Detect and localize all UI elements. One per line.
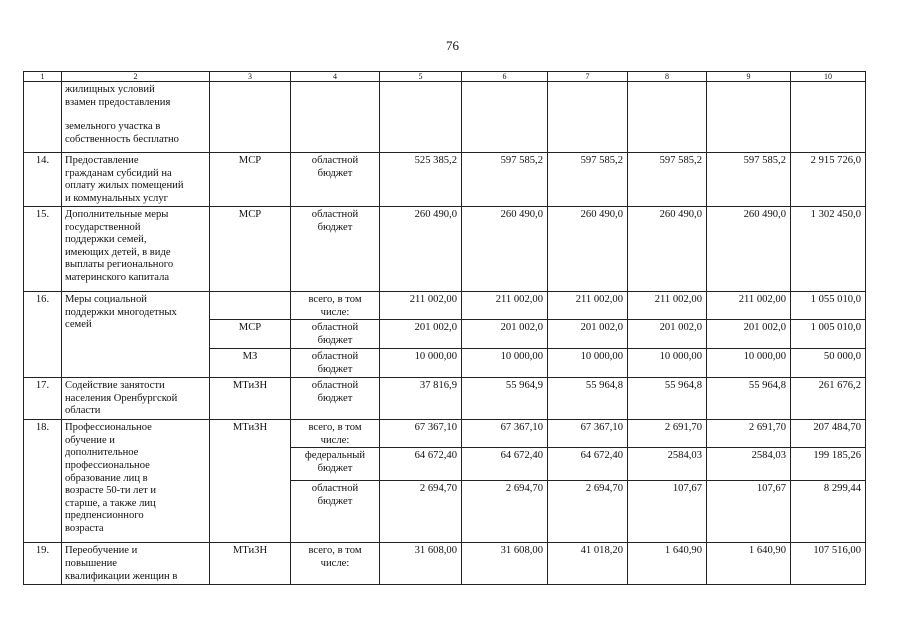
name-line: взамен предоставления [65,96,171,108]
table-row-continuation [24,82,866,153]
executor-cell [210,292,291,320]
value-cell: 10 000,00 [380,349,462,378]
value-cell: 2 694,70 [462,481,548,543]
measure-name-cell [62,292,210,378]
name-line: поддержки многодетных [65,306,177,318]
table-row-14 [24,153,866,207]
value-cell: 67 367,10 [462,420,548,448]
name-line: государственной [65,221,141,233]
value-cell: 64 672,40 [462,448,548,481]
value-cell: 55 964,8 [548,378,628,420]
total-cell: 50 000,0 [791,349,866,378]
name-line: предпенсионного [65,510,144,522]
page-number: 76 [446,38,459,53]
funding-source-cell [291,378,380,420]
source-line: областной [311,483,359,495]
source-line: бюджет [317,363,353,375]
total-cell: 199 185,26 [791,448,866,481]
name-line: профессиональное [65,459,150,471]
value-cell: 67 367,10 [380,420,462,448]
funding-source-cell [291,543,380,585]
header-cell: 10 [791,72,866,82]
value-cell: 55 964,9 [462,378,548,420]
name-line: земельного участка в [65,121,161,133]
value-cell: 10 000,00 [462,349,548,378]
header-cell: 2 [62,72,210,82]
measure-name-cell [62,420,210,543]
funding-source-cell [291,481,380,543]
executor-cell: МТиЗН [210,543,291,585]
value-cell: 10 000,00 [548,349,628,378]
table-row-15 [24,207,866,292]
value-cell: 201 002,0 [462,320,548,349]
source-line: всего, в том [308,422,362,434]
value-cell: 67 367,10 [548,420,628,448]
name-line: собственность бесплатно [65,133,179,145]
source-line: всего, в том [308,294,362,305]
executor-cell: МЗ [210,349,291,378]
name-line: возрасте 50-ти лет и [65,485,157,497]
value-cell: 2584,03 [628,448,707,481]
source-line: областной [311,209,359,220]
value-cell: 31 608,00 [380,543,462,585]
source-line: числе: [320,434,350,446]
total-cell: 8 299,44 [791,481,866,543]
source-line: числе: [320,306,350,318]
name-line: выплаты регионального [65,259,174,271]
funding-source-cell [291,420,380,448]
value-cell: 1 640,90 [707,543,791,585]
value-cell: 201 002,0 [628,320,707,349]
funding-source-cell [291,292,380,320]
row-number: 14. [24,153,62,207]
source-line: бюджет [317,167,353,179]
source-line: бюджет [317,334,353,346]
value-cell: 1 640,90 [628,543,707,585]
total-cell: 1 302 450,0 [791,207,866,292]
value-cell: 525 385,2 [380,153,462,207]
name-line: повышение [65,557,117,569]
measure-name-cell [62,543,210,585]
total-cell: 107 516,00 [791,543,866,585]
value-cell: 211 002,00 [380,292,462,320]
total-cell: 1 005 010,0 [791,320,866,349]
value-cell: 201 002,0 [548,320,628,349]
name-line: поддержки семей, [65,234,147,246]
header-cell: 7 [548,72,628,82]
measure-name-cell [62,378,210,420]
header-cell: 3 [210,72,291,82]
value-cell: 10 000,00 [707,349,791,378]
value-cell: 201 002,0 [380,320,462,349]
name-line: образование лиц в [65,472,148,484]
header-cell: 5 [380,72,462,82]
executor-cell: МСР [210,207,291,292]
source-line: областной [311,351,359,363]
name-line: старше, а также лиц [65,497,156,509]
row-number: 15. [24,207,62,292]
value-cell: 2 694,70 [548,481,628,543]
measure-name-cell [62,82,210,153]
name-line: Предоставление [65,155,139,166]
total-cell: 207 484,70 [791,420,866,448]
name-line: Дополнительные меры [65,209,169,220]
value-cell: 597 585,2 [628,153,707,207]
name-line: имеющих детей, в виде [65,246,171,258]
name-line: возраста [65,522,104,534]
name-line: области [65,405,101,417]
source-line: бюджет [317,462,353,474]
value-cell: 597 585,2 [462,153,548,207]
source-line: бюджет [317,392,353,404]
header-cell: 9 [707,72,791,82]
name-line: материнского капитала [65,271,170,283]
header-cell: 1 [24,72,62,82]
value-cell: 2 691,70 [628,420,707,448]
table-row-17 [24,378,866,420]
value-cell: 211 002,00 [628,292,707,320]
value-cell: 55 964,8 [707,378,791,420]
value-cell: 260 490,0 [380,207,462,292]
name-line: гражданам субсидий на [65,167,172,179]
value-cell: 2 694,70 [380,481,462,543]
row-number: 18. [24,420,62,543]
source-line: областной [311,322,359,334]
executor-cell: МСР [210,153,291,207]
name-line: оплату жилых помещений [65,180,184,192]
name-line: населения Оренбургской [65,392,178,404]
executor-cell: МТиЗН [210,420,291,543]
table-row-16 [24,292,866,320]
value-cell: 260 490,0 [707,207,791,292]
name-line: Профессиональное [65,422,152,434]
measure-name-cell [62,153,210,207]
value-cell: 597 585,2 [548,153,628,207]
funding-source-cell [291,349,380,378]
header-row [24,72,866,82]
row-number: 16. [24,292,62,378]
source-line: областной [311,155,359,166]
value-cell: 10 000,00 [628,349,707,378]
table-row-19 [24,543,866,585]
value-cell: 107,67 [628,481,707,543]
name-line: обучение и [65,434,115,446]
total-cell: 261 676,2 [791,378,866,420]
funding-source-cell [291,320,380,349]
header-cell: 4 [291,72,380,82]
value-cell: 2 691,70 [707,420,791,448]
executor-cell: МТиЗН [210,378,291,420]
value-cell: 597 585,2 [707,153,791,207]
source-line: всего, в том [308,545,362,557]
value-cell: 211 002,00 [548,292,628,320]
funding-source-cell [291,207,380,292]
budget-table [23,71,866,585]
source-line: бюджет [317,495,353,507]
value-cell: 260 490,0 [462,207,548,292]
value-cell: 260 490,0 [548,207,628,292]
value-cell: 211 002,00 [462,292,548,320]
value-cell: 31 608,00 [462,543,548,585]
source-line: федеральный [304,450,366,462]
measure-name-cell [62,207,210,292]
value-cell: 107,67 [707,481,791,543]
name-line: Меры социальной [65,294,147,305]
name-line: жилищных условий [65,84,155,95]
executor-cell: МСР [210,320,291,349]
row-number: 19. [24,543,62,585]
value-cell: 64 672,40 [548,448,628,481]
funding-source-cell [291,448,380,481]
value-cell: 201 002,0 [707,320,791,349]
funding-source-cell [291,153,380,207]
row-number: 17. [24,378,62,420]
value-cell: 64 672,40 [380,448,462,481]
source-line: числе: [320,557,350,569]
total-cell: 2 915 726,0 [791,153,866,207]
name-line: квалификации женщин в [65,570,178,582]
name-line: дополнительное [65,447,139,459]
header-cell: 8 [628,72,707,82]
value-cell: 211 002,00 [707,292,791,320]
source-line: областной [311,380,359,392]
source-line: бюджет [317,221,353,233]
value-cell: 37 816,9 [380,378,462,420]
value-cell: 41 018,20 [548,543,628,585]
name-line: семей [65,319,92,331]
name-line: и коммунальных услуг [65,192,168,204]
name-line: Содействие занятости [65,380,165,392]
table-row-18 [24,420,866,448]
value-cell: 55 964,8 [628,378,707,420]
name-line: Переобучение и [65,545,138,557]
value-cell: 2584,03 [707,448,791,481]
header-cell: 6 [462,72,548,82]
value-cell: 260 490,0 [628,207,707,292]
total-cell: 1 055 010,0 [791,292,866,320]
